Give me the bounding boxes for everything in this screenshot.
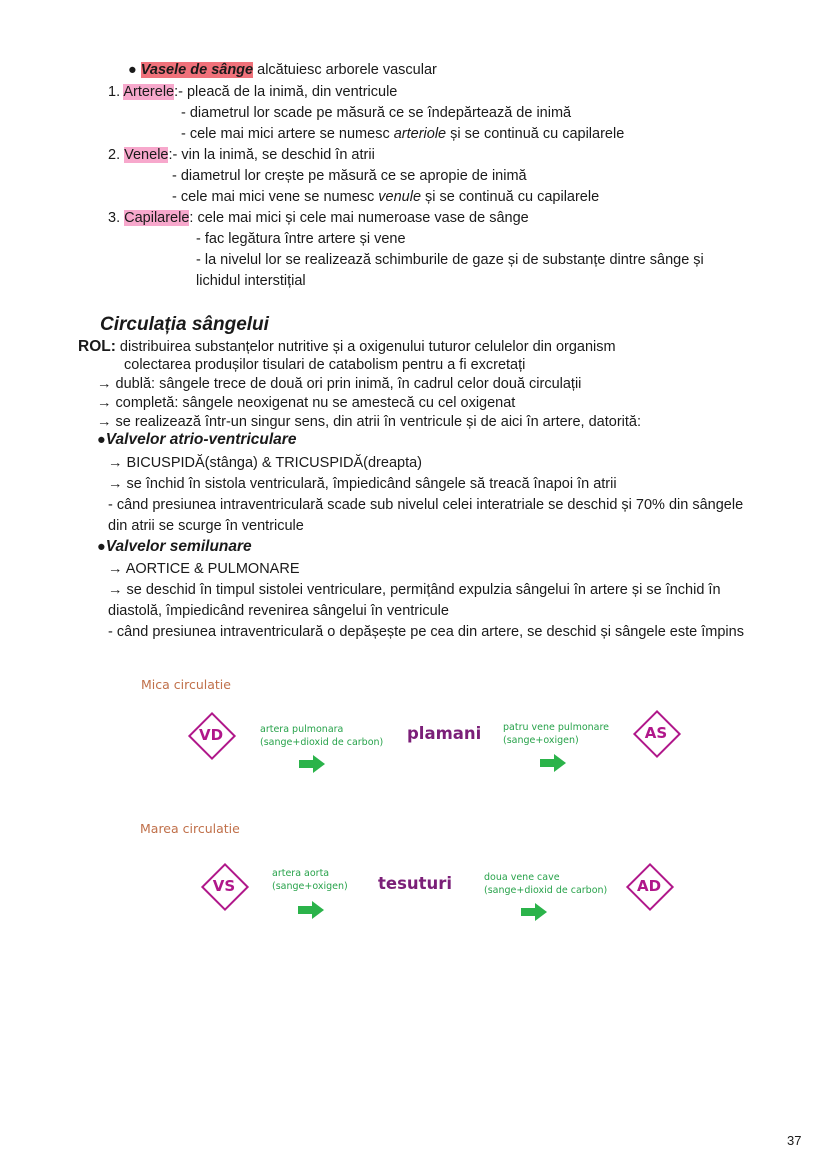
arterele-text: :- pleacă de la inimă, din ventricule (174, 84, 398, 100)
venele-detail-1: - diametrul lor crește pe măsură ce se apropie de inimă (172, 168, 527, 184)
av-valves-title: Valvelor atrio-ventriculare (105, 431, 297, 448)
sl-valves-heading (97, 537, 252, 557)
organ-tesuturi: tesuturi (378, 874, 453, 893)
mare-note-1 (272, 867, 348, 893)
venele-text: :- vin la inimă, se deschid în atrii (168, 147, 375, 163)
note-line: (sange+dioxid de carbon) (260, 737, 384, 748)
property-completa: → completă: sângele neoxigenat nu se amestecă cu cel oxigenat (97, 395, 516, 411)
mica-note-2 (503, 721, 609, 747)
node-label: VS (212, 877, 236, 895)
list-number: 2. (108, 147, 125, 163)
bullet: ● (128, 62, 137, 78)
node-label: VD (198, 726, 224, 744)
list-number: 3. (108, 210, 125, 226)
note-line: (sange+dioxid de carbon) (484, 885, 608, 896)
arterele-label: Arterele (123, 84, 175, 100)
capilarele-label: Capilarele (124, 210, 190, 226)
property-sens: → se realizează într-un singur sens, din atrii în ventricule și de aici în artere, datorită: (97, 414, 642, 430)
note-line: artera pulmonara (260, 724, 344, 735)
node-ad (627, 864, 671, 908)
capilarele-detail-2: - la nivelul lor se realizează schimburile de gaze și de substanțe dintre sânge și (196, 252, 704, 268)
property-dubla: → dublă: sângele trece de două ori prin inimă, în cadrul celor două circulații (97, 376, 582, 392)
note-line: (sange+oxigen) (503, 735, 579, 746)
sl-line-3: diastolă, împiedicând revenirea sângelui în ventricule (108, 603, 449, 619)
venele-line (108, 145, 375, 165)
text: - cele mai mici artere se numesc (181, 126, 394, 142)
list-number: 1. (108, 84, 124, 100)
rol-label: ROL: (78, 338, 116, 355)
arterele-detail-2 (181, 124, 624, 144)
marea-circulatie-title: Marea circulatie (140, 821, 240, 836)
note-line: doua vene cave (484, 872, 560, 883)
venele-label: Venele (124, 147, 169, 163)
arterele-detail-1: - diametrul lor scade pe măsură ce se îndepărtează de inimă (181, 105, 572, 121)
av-line-2: → se închid în sistola ventriculară, împiedicând sângele să treacă înapoi în atrii (108, 476, 617, 492)
note-line: (sange+oxigen) (272, 881, 348, 892)
av-line-4: din atrii se scurge în ventricule (108, 518, 304, 534)
rol-text-2: colectarea produșilor tisulari de catabolism pentru a fi excretați (124, 357, 526, 373)
node-vs (202, 864, 246, 908)
venele-detail-2 (172, 187, 599, 207)
node-label: AD (636, 877, 662, 895)
mare-note-2 (484, 871, 607, 897)
node-as (634, 711, 678, 755)
arterele-line (108, 82, 397, 102)
av-line-3: - când presiunea intraventriculară scade sub nivelul celei interatriale se deschid și 70% din sângele (108, 497, 744, 513)
section-title: Circulația sângelui (100, 314, 269, 335)
rol-line (78, 337, 616, 357)
av-line-1: → BICUSPIDĂ(stânga) & TRICUSPIDĂ(dreapta) (108, 455, 422, 471)
bullet: ● (97, 539, 106, 555)
page-number: 37 (787, 1133, 802, 1148)
text: și se continuă cu capilarele (421, 189, 600, 205)
av-valves-heading (97, 430, 296, 450)
sl-line-1: → AORTICE & PULMONARE (108, 561, 300, 577)
sl-line-2: → se deschid în timpul sistolei ventriculare, permițând expulzia sângelui în artere și se închid în (108, 582, 721, 598)
vessels-intro-text: alcătuiesc arborele vascular (253, 62, 437, 78)
sl-valves-title: Valvelor semilunare (105, 538, 252, 555)
venule-term: venule (378, 189, 422, 205)
mica-note-1 (260, 723, 383, 749)
node-vd (189, 713, 233, 757)
sl-line-4: - când presiunea intraventriculară o depășește pe cea din artere, se deschid și sângele este împins (108, 624, 744, 640)
node-label: AS (644, 724, 668, 742)
note-line: patru vene pulmonare (503, 722, 610, 733)
bullet: ● (97, 432, 106, 448)
organ-plamani: plamani (407, 724, 482, 743)
capilarele-text: : cele mai mici și cele mai numeroase vase de sânge (189, 210, 529, 226)
text: - cele mai mici vene se numesc (172, 189, 379, 205)
right-arrow-icon (299, 755, 325, 773)
capilarele-detail-1: - fac legătura între artere și vene (196, 231, 406, 247)
text: și se continuă cu capilarele (446, 126, 625, 142)
arteriole-term: arteriole (393, 126, 447, 142)
vessels-intro (128, 60, 437, 80)
capilarele-detail-3: lichidul interstițial (196, 273, 306, 289)
vessels-title: Vasele de sânge (140, 62, 254, 78)
note-line: artera aorta (272, 868, 330, 879)
rol-text-1: distribuirea substanțelor nutritive și a oxigenului tuturor celulelor din organism (115, 339, 616, 355)
right-arrow-icon (298, 901, 324, 919)
mica-circulatie-title: Mica circulatie (141, 677, 231, 692)
capilarele-line (108, 208, 529, 228)
right-arrow-icon (521, 903, 547, 921)
right-arrow-icon (540, 754, 566, 772)
